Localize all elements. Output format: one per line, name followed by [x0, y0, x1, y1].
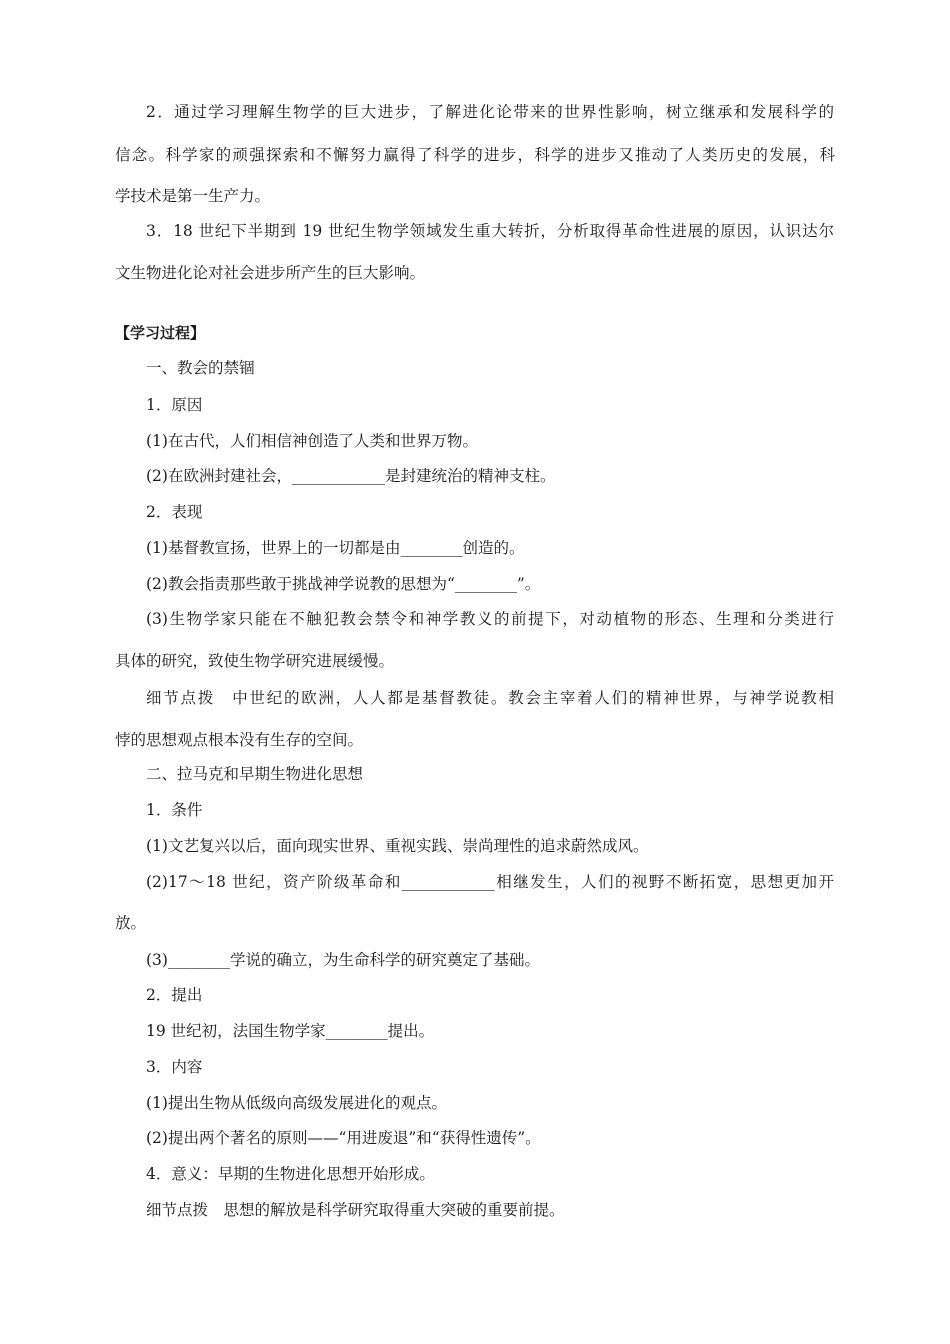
section-2-tip: 细节点拨 思想的解放是科学研究取得重大突破的重要前提。: [146, 1201, 565, 1219]
section-heading-learning-process: 【学习过程】: [115, 324, 206, 342]
section-2-condition-2-line-1: (2)17～18 世纪，资产阶级革命和____________相继发生，人们的视野不断拓宽，思想更加开: [146, 873, 834, 891]
section-2-content-title: 3．内容: [146, 1058, 203, 1076]
section-2-condition-title: 1．条件: [146, 801, 203, 819]
goal-2-line-2: 信念。科学家的顽强探索和不懈努力赢得了科学的进步，科学的进步又推动了人类历史的发展，科: [115, 146, 835, 164]
section-2-condition-1: (1)文艺复兴以后，面向现实世界、重视实践、崇尚理性的追求蔚然成风。: [146, 837, 649, 855]
goal-2-line-1: 2．通过学习理解生物学的巨大进步，了解进化论带来的世界性影响，树立继承和发展科学的: [146, 103, 834, 121]
section-2-content-2: (2)提出两个著名的原则——“用进废退”和“获得性遗传”。: [146, 1129, 541, 1147]
goal-3-line-1: 3．18 世纪下半期到 19 世纪生物学领域发生重大转折，分析取得革命性进展的原因，认识达尔: [146, 222, 834, 240]
goal-3-line-2: 文生物进化论对社会进步所产生的巨大影响。: [115, 264, 426, 282]
section-2-content-1: (1)提出生物从低级向高级发展进化的观点。: [146, 1094, 447, 1112]
section-1-title: 一、教会的禁锢: [146, 359, 255, 377]
section-1-cause-2: (2)在欧洲封建社会，____________是封建统治的精神支柱。: [146, 467, 556, 485]
section-1-tip-line-1: 细节点拨 中世纪的欧洲，人人都是基督教徒。教会主宰着人们的精神世界，与神学说教相: [146, 689, 834, 707]
section-2-condition-3: (3)________学说的确立，为生命科学的研究奠定了基础。: [146, 951, 540, 969]
section-1-manifest-3-line-2: 具体的研究，致使生物学研究进展缓慢。: [115, 652, 395, 670]
section-2-meaning: 4．意义：早期的生物进化思想开始形成。: [146, 1165, 435, 1183]
section-1-manifest-1: (1)基督教宣扬，世界上的一切都是由________创造的。: [146, 539, 525, 557]
goal-2-line-3: 学技术是第一生产力。: [115, 187, 271, 205]
section-1-cause-1: (1)在古代，人们相信神创造了人类和世界万物。: [146, 432, 478, 450]
section-2-condition-2-line-2: 放。: [115, 914, 147, 932]
section-2-propose-text: 19 世纪初，法国生物学家________提出。: [146, 1022, 435, 1040]
section-1-manifest-title: 2．表现: [146, 503, 203, 521]
section-1-manifest-3-line-1: (3)生物学家只能在不触犯教会禁令和神学教义的前提下，对动植物的形态、生理和分类进行: [146, 610, 834, 628]
section-2-title: 二、拉马克和早期生物进化思想: [146, 765, 364, 783]
section-2-propose-title: 2．提出: [146, 986, 203, 1004]
section-1-manifest-2: (2)教会指责那些敢于挑战神学说教的思想为“________”。: [146, 575, 541, 593]
section-1-cause-title: 1．原因: [146, 396, 203, 414]
section-1-tip-line-2: 悖的思想观点根本没有生存的空间。: [115, 731, 364, 749]
